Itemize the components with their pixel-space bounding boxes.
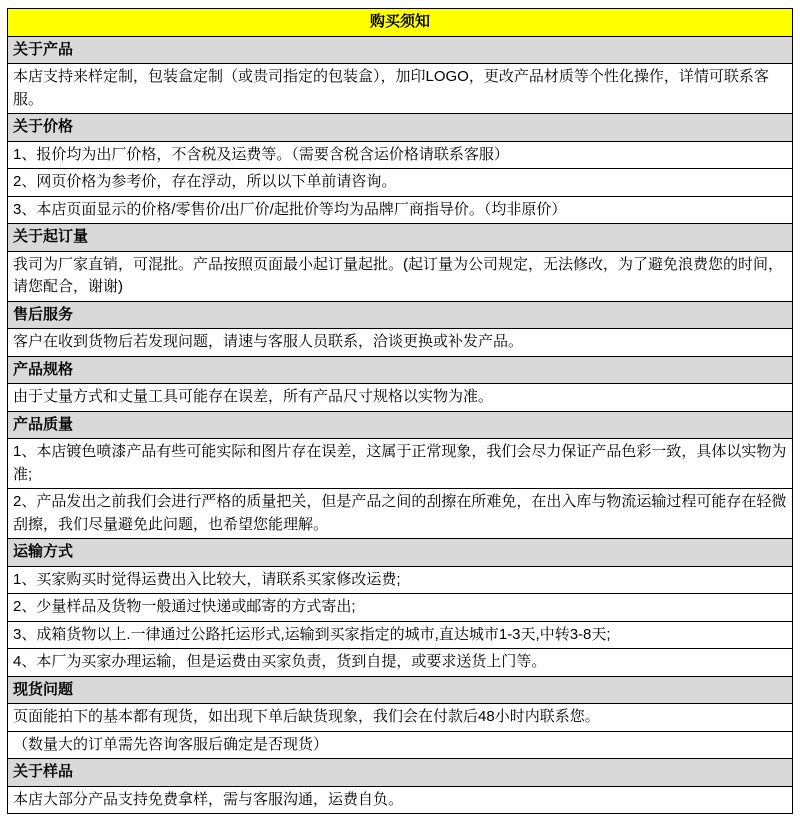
section-heading: 关于产品	[8, 36, 793, 64]
section-heading: 关于价格	[8, 114, 793, 142]
section-heading-row	[8, 539, 793, 567]
notice-title: 购买须知	[8, 9, 793, 37]
section-heading-row	[8, 759, 793, 787]
section-content-row	[8, 649, 793, 677]
section-row-text: （数量大的订单需先咨询客服后确定是否现货）	[8, 731, 793, 759]
section-heading: 现货问题	[8, 676, 793, 704]
section-content-row	[8, 621, 793, 649]
section-row-text: 本店支持来样定制，包装盒定制（或贵司指定的包装盒），加印LOGO，更改产品材质等个性化操作，详情可联系客服。	[8, 64, 793, 114]
section-heading: 售后服务	[8, 301, 793, 329]
section-content-row	[8, 489, 793, 539]
section-heading-row	[8, 676, 793, 704]
section-heading: 产品质量	[8, 411, 793, 439]
section-row-text: 3、成箱货物以上.一律通过公路托运形式,运输到买家指定的城市,直达城市1-3天,中转3-8天;	[8, 621, 793, 649]
section-row-text: 我司为厂家直销，可混批。产品按照页面最小起订量起批。(起订量为公司规定，无法修改，为了避免浪费您的时间，请您配合，谢谢)	[8, 251, 793, 301]
section-content-row	[8, 384, 793, 412]
section-row-text: 2、少量样品及货物一般通过快递或邮寄的方式寄出;	[8, 594, 793, 622]
section-row-text: 3、本店页面显示的价格/零售价/出厂价/起批价等均为品牌厂商指导价。（均非原价）	[8, 196, 793, 224]
section-heading-row	[8, 36, 793, 64]
notice-table-body	[8, 9, 793, 814]
section-heading: 运输方式	[8, 539, 793, 567]
section-heading-row	[8, 114, 793, 142]
section-heading: 关于起订量	[8, 224, 793, 252]
section-content-row	[8, 704, 793, 732]
section-content-row	[8, 64, 793, 114]
section-content-row	[8, 566, 793, 594]
section-row-text: 由于丈量方式和丈量工具可能存在误差，所有产品尺寸规格以实物为准。	[8, 384, 793, 412]
purchase-notice-table	[7, 8, 793, 814]
section-content-row	[8, 594, 793, 622]
section-row-text: 2、产品发出之前我们会进行严格的质量把关，但是产品之间的刮擦在所难免，在出入库与物流运输过程可能存在轻微刮擦，我们尽量避免此问题，也希望您能理解。	[8, 489, 793, 539]
section-content-row	[8, 196, 793, 224]
section-row-text: 4、本厂为买家办理运输，但是运费由买家负责，货到自提，或要求送货上门等。	[8, 649, 793, 677]
section-content-row	[8, 439, 793, 489]
section-heading-row	[8, 301, 793, 329]
section-heading-row	[8, 356, 793, 384]
section-row-text: 2、网页价格为参考价，存在浮动，所以以下单前请咨询。	[8, 169, 793, 197]
section-content-row	[8, 251, 793, 301]
section-heading: 产品规格	[8, 356, 793, 384]
section-content-row	[8, 169, 793, 197]
title-row	[8, 9, 793, 37]
section-row-text: 客户在收到货物后若发现问题，请速与客服人员联系，洽谈更换或补发产品。	[8, 329, 793, 357]
section-content-row	[8, 731, 793, 759]
section-row-text: 1、本店镀色喷漆产品有些可能实际和图片存在误差，这属于正常现象，我们会尽力保证产品色彩一致，具体以实物为准;	[8, 439, 793, 489]
section-content-row	[8, 329, 793, 357]
section-content-row	[8, 141, 793, 169]
section-row-text: 本店大部分产品支持免费拿样，需与客服沟通，运费自负。	[8, 786, 793, 814]
section-heading: 关于样品	[8, 759, 793, 787]
section-heading-row	[8, 224, 793, 252]
section-heading-row	[8, 411, 793, 439]
section-row-text: 1、买家购买时觉得运费出入比较大，请联系买家修改运费;	[8, 566, 793, 594]
section-row-text: 1、报价均为出厂价格，不含税及运费等。（需要含税含运价格请联系客服）	[8, 141, 793, 169]
section-row-text: 页面能拍下的基本都有现货，如出现下单后缺货现象，我们会在付款后48小时内联系您。	[8, 704, 793, 732]
